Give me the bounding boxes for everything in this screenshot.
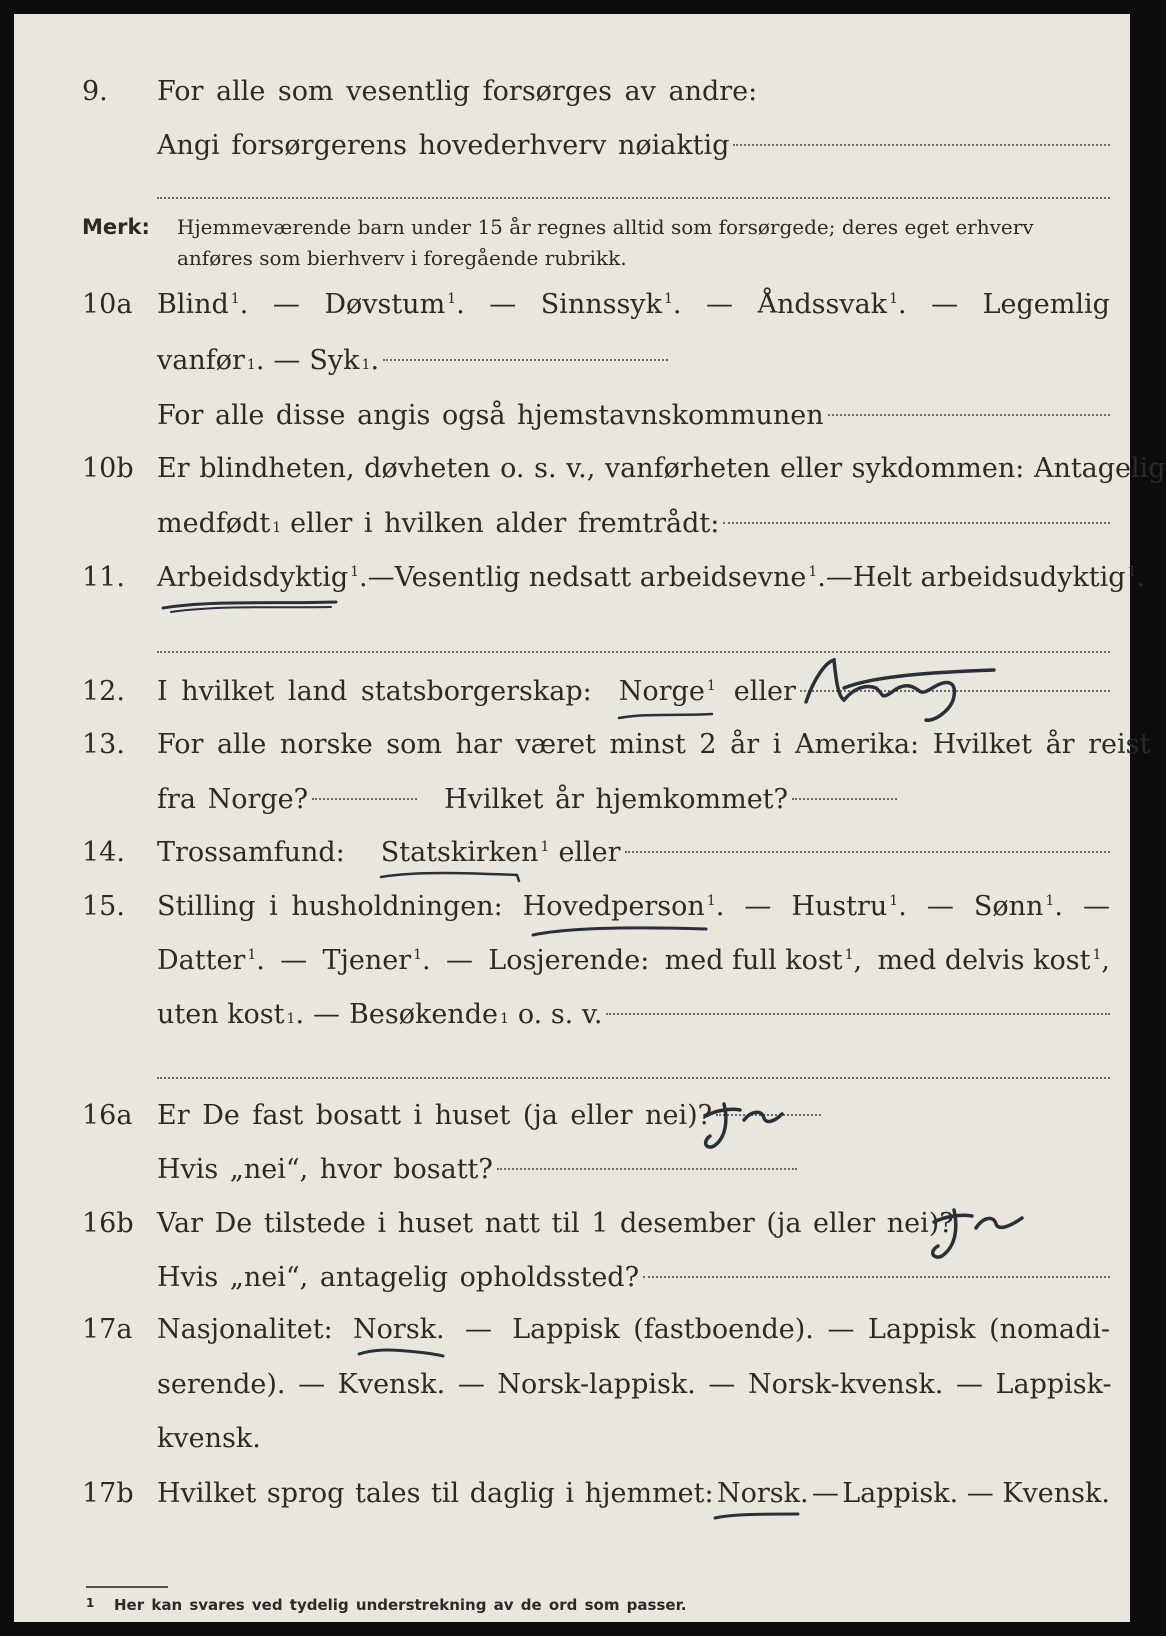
- question-12: 12. I hvilket land statsborgerskap: Norge $^1$ eller: [14, 670, 1130, 714]
- option-sinnssyk: Sinnssyk: [540, 289, 662, 320]
- answer-line: [606, 1013, 1110, 1015]
- note-line: Hjemmeværende barn under 15 år regnes alltid som forsørgede; deres eget erhverv: [177, 215, 1034, 239]
- option-sonn: Sønn: [973, 891, 1044, 922]
- footnote-text: Her kan svares ved tydelig understrekning av de ord som passer.: [114, 1596, 687, 1614]
- answer-line: [497, 1168, 797, 1170]
- option-udyktig: Helt arbeidsudyktig: [852, 562, 1126, 593]
- question-text: Lappisk. — Kvensk.: [842, 1478, 1110, 1509]
- option-datter: Datter: [157, 945, 246, 976]
- option-medfodt: medfødt: [157, 508, 271, 539]
- question-16b-line1: [14, 1202, 1130, 1246]
- question-11: 11. Arbeidsdyktig $^1$. — Vesentlig nedsatt arbeidsevne $^1$. — Helt arbeidsudyktig $^1$.: [14, 556, 1130, 600]
- handwritten-underline: [713, 1508, 803, 1526]
- question-text: Nasjonalitet:: [157, 1314, 333, 1345]
- question-9-line1: [14, 70, 1130, 114]
- answer-line: [157, 197, 1110, 199]
- question-15-line2: Datter $^1$. — Tjener $^1$. — Losjerende: med full kost $^1$, med delvis kost $^1$,: [14, 939, 1130, 983]
- question-number: 12.: [82, 676, 125, 707]
- option-norsk: Norsk.: [353, 1314, 445, 1345]
- question-text: fra Norge?: [157, 784, 309, 815]
- question-text: I hvilket land statsborgerskap:: [157, 676, 592, 707]
- handwritten-underline: [377, 867, 527, 885]
- option-besokende: Besøkende: [349, 999, 498, 1030]
- handwritten-underline: [357, 1344, 447, 1362]
- question-text: eller i hvilken alder fremtrådt:: [290, 508, 720, 539]
- option-norge: Norge: [618, 676, 705, 707]
- option-andssvak: Åndssvak: [757, 289, 888, 320]
- footnote: [86, 1596, 687, 1614]
- question-number: 11.: [82, 562, 125, 593]
- question-text: Angi forsørgerens hovederhverv nøiaktig: [157, 130, 730, 161]
- question-14: 14. Trossamfund: Statskirken $^1$ eller: [14, 831, 1130, 875]
- question-13-line2: [14, 778, 1130, 822]
- option-tjener: Tjener: [322, 945, 412, 976]
- question-text: Hvis „nei“, hvor bosatt?: [157, 1154, 493, 1185]
- option-blind: Blind: [157, 289, 229, 320]
- answer-line: [157, 651, 1110, 653]
- question-10a-line1: 10a Blind $^1$. — Døvstum $^1$. — Sinnssyk $^1$. — Åndssvak $^1$. — Legemlig: [14, 283, 1130, 327]
- option-nedsatt: Vesentlig nedsatt arbeidsevne: [394, 562, 807, 593]
- footnote-mark: 1: [86, 1596, 95, 1610]
- option-hovedperson: Hovedperson: [522, 891, 705, 922]
- option-vanfor: vanfør: [157, 345, 245, 376]
- answer-line: [312, 798, 417, 800]
- handwritten-underline: [617, 710, 717, 724]
- question-text: For alle disse angis også hjemstavnskommunen: [157, 400, 824, 431]
- question-10b-line2: medfødt 1 eller i hvilken alder fremtrådt:: [14, 502, 1130, 546]
- question-16a-line2: [14, 1148, 1130, 1192]
- question-17a-line1: 17a Nasjonalitet: Norsk. — Lappisk (fastboende). — Lappisk (nomadi-: [14, 1308, 1130, 1352]
- footnote-rule: [86, 1586, 168, 1588]
- question-text: serende). — Kvensk. — Norsk-lappisk. — Norsk-kvensk. — Lappisk-: [157, 1369, 1112, 1400]
- question-text: kvensk.: [157, 1423, 261, 1454]
- option-statskirken: Statskirken: [380, 837, 539, 868]
- question-17a-line2: [14, 1363, 1130, 1407]
- option-hustru: Hustru: [791, 891, 888, 922]
- question-text: eller: [733, 676, 796, 707]
- question-17a-line3: [14, 1417, 1130, 1461]
- question-text: Lappisk (fastboende). — Lappisk (nomadi-: [512, 1314, 1110, 1345]
- answer-line: [625, 851, 1110, 853]
- question-9-line2: [14, 124, 1130, 168]
- question-10a-line2: vanfør 1 . — Syk 1 .: [14, 339, 1130, 383]
- question-text: Hvilket år hjemkommet?: [444, 784, 789, 815]
- option-uten-kost: uten kost: [157, 999, 285, 1030]
- question-16a-line1: [14, 1094, 1130, 1138]
- answer-line: [800, 690, 1110, 692]
- question-number: 10b: [82, 453, 134, 484]
- question-text: Stilling i husholdningen:: [157, 891, 503, 922]
- answer-line: [157, 1077, 1110, 1079]
- question-text: For alle norske som har været minst 2 år i Amerika: Hvilket år reist: [157, 729, 1151, 760]
- question-number: 10a: [82, 289, 133, 320]
- question-number: 17a: [82, 1314, 133, 1345]
- question-15-line3: uten kost 1 . — Besøkende 1 o. s. v.: [14, 993, 1130, 1037]
- note-text: [177, 212, 1110, 274]
- handwritten-underline: [161, 596, 341, 616]
- question-text: o. s. v.: [517, 999, 603, 1030]
- question-number: 13.: [82, 729, 125, 760]
- option-dovstum: Døvstum: [324, 289, 446, 320]
- option-norsk: Norsk.: [716, 1478, 809, 1509]
- option-arbeidsdyktig: Arbeidsdyktig: [157, 562, 349, 593]
- option-losjerende: Losjerende:: [488, 945, 650, 976]
- question-15-line1: 15. Stilling i husholdningen: Hovedperson $^1$. — Hustru $^1$. — Sønn $^1$. —: [14, 885, 1130, 929]
- question-text: Er De fast bosatt i huset (ja eller nei)?: [157, 1100, 713, 1131]
- option-full-kost: med full kost: [664, 945, 843, 976]
- question-text: Hvilket sprog tales til daglig i hjemmet:: [157, 1478, 714, 1509]
- answer-line: [723, 522, 1110, 524]
- question-number: 14.: [82, 837, 125, 868]
- answer-line: [792, 798, 897, 800]
- answer-line: [828, 414, 1110, 416]
- question-17b: 17b Hvilket sprog tales til daglig i hjemmet: Norsk. — Lappisk. — Kvensk.: [14, 1472, 1130, 1516]
- option-syk: Syk: [309, 345, 360, 376]
- note-line: anføres som bierhverv i foregående rubrikk.: [177, 246, 627, 270]
- question-16b-line2: [14, 1256, 1130, 1300]
- note-label: Merk:: [82, 215, 150, 239]
- answer-line: [733, 144, 1110, 146]
- question-number: 15.: [82, 891, 125, 922]
- question-text: eller: [558, 837, 621, 868]
- question-text: Trossamfund:: [157, 837, 345, 868]
- question-10a-line3: [14, 394, 1130, 438]
- answer-line: [383, 359, 668, 361]
- question-number: 17b: [82, 1478, 134, 1509]
- option-delvis-kost: med delvis kost: [877, 945, 1091, 976]
- question-10b-line1: [14, 447, 1166, 491]
- question-13-line1: [14, 723, 1151, 767]
- question-text: Var De tilstede i huset natt til 1 desember (ja eller nei)?: [157, 1208, 954, 1239]
- census-form-page: [14, 14, 1166, 1622]
- question-number: 9.: [82, 76, 108, 107]
- question-number: 16a: [82, 1100, 133, 1131]
- question-text: Er blindheten, døvheten o. s. v., vanførheten eller sykdommen: Antagelig: [157, 453, 1166, 484]
- answer-line: [716, 1114, 821, 1116]
- question-number: 16b: [82, 1208, 134, 1239]
- option-legemlig: Legemlig: [982, 289, 1110, 320]
- question-text: For alle som vesentlig forsørges av andre:: [157, 76, 758, 107]
- question-text: Hvis „nei“, antagelig opholdssted?: [157, 1262, 640, 1293]
- answer-line: [643, 1276, 1110, 1278]
